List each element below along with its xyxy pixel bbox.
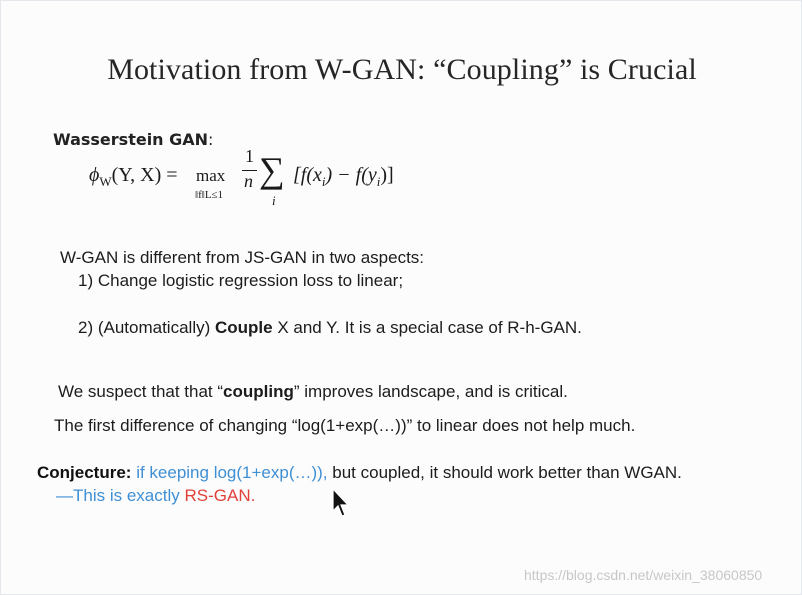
rsgan-red-text: RS-GAN — [184, 486, 251, 505]
formula-sum-symbol: ∑ — [259, 150, 285, 190]
suspicion-bold: coupling — [223, 382, 294, 401]
formula-lhs — [89, 164, 178, 190]
formula-fraction-numerator: 1 — [245, 146, 254, 166]
aspect-two-bold: Couple — [214, 318, 273, 337]
formula-body-close: )] — [380, 164, 394, 186]
first-difference-line: The first difference of changing “log(1+exp(…))” to linear does not help much. — [54, 416, 636, 435]
formula-sum-index: i — [272, 193, 276, 208]
mouse-pointer-icon — [332, 488, 350, 518]
formula-max: max — [196, 166, 226, 185]
aspect-two-post: X and Y. It is a special case of R-h-GAN. — [272, 318, 582, 337]
slide-title: Motivation from W-GAN: “Coupling” is Crucial — [107, 53, 697, 86]
aspect-two-pre: 2) (Automatically) — [78, 318, 215, 337]
formula-fraction-denominator: n — [244, 171, 253, 191]
formula-max-subscript: ‖f‖L≤1 — [195, 189, 224, 201]
section-heading-colon: : — [208, 130, 214, 149]
conjecture-label: Conjecture: — [37, 463, 132, 482]
rsgan-line — [56, 486, 255, 506]
aspect-one: 1) Change logistic regression loss to linear; — [78, 271, 404, 290]
suspicion-line — [58, 382, 568, 402]
suspicion-post: ” improves landscape, and is critical. — [293, 382, 568, 401]
aspects-intro: W-GAN is different from JS-GAN in two aspects: — [60, 248, 425, 267]
formula-body — [293, 164, 394, 190]
rsgan-end: . — [250, 486, 256, 505]
conjecture-rest: but coupled, it should work better than WGAN. — [327, 463, 682, 482]
formula-body-open: [f(x — [293, 164, 322, 186]
formula-lhs-args: (Y, X) = — [111, 164, 178, 186]
section-heading-label: Wasserstein GAN — [53, 130, 209, 149]
conjecture-line — [37, 463, 682, 483]
wgan-formula — [89, 144, 429, 214]
formula-body-mid: ) − f(y — [325, 164, 377, 186]
formula-body-sub2: i — [376, 174, 381, 189]
suspicion-pre: We suspect that that “ — [58, 382, 224, 401]
formula-phi-subscript: W — [99, 174, 112, 189]
formula-body-sub1: i — [321, 174, 326, 189]
rsgan-blue-text: —This is exactly — [56, 486, 185, 505]
conjecture-blue-text: if keeping log(1+exp(…)), — [131, 463, 328, 482]
aspect-two — [78, 318, 582, 338]
formula-phi: ϕ — [89, 164, 100, 186]
watermark: https://blog.csdn.net/weixin_38060850 — [524, 567, 763, 583]
